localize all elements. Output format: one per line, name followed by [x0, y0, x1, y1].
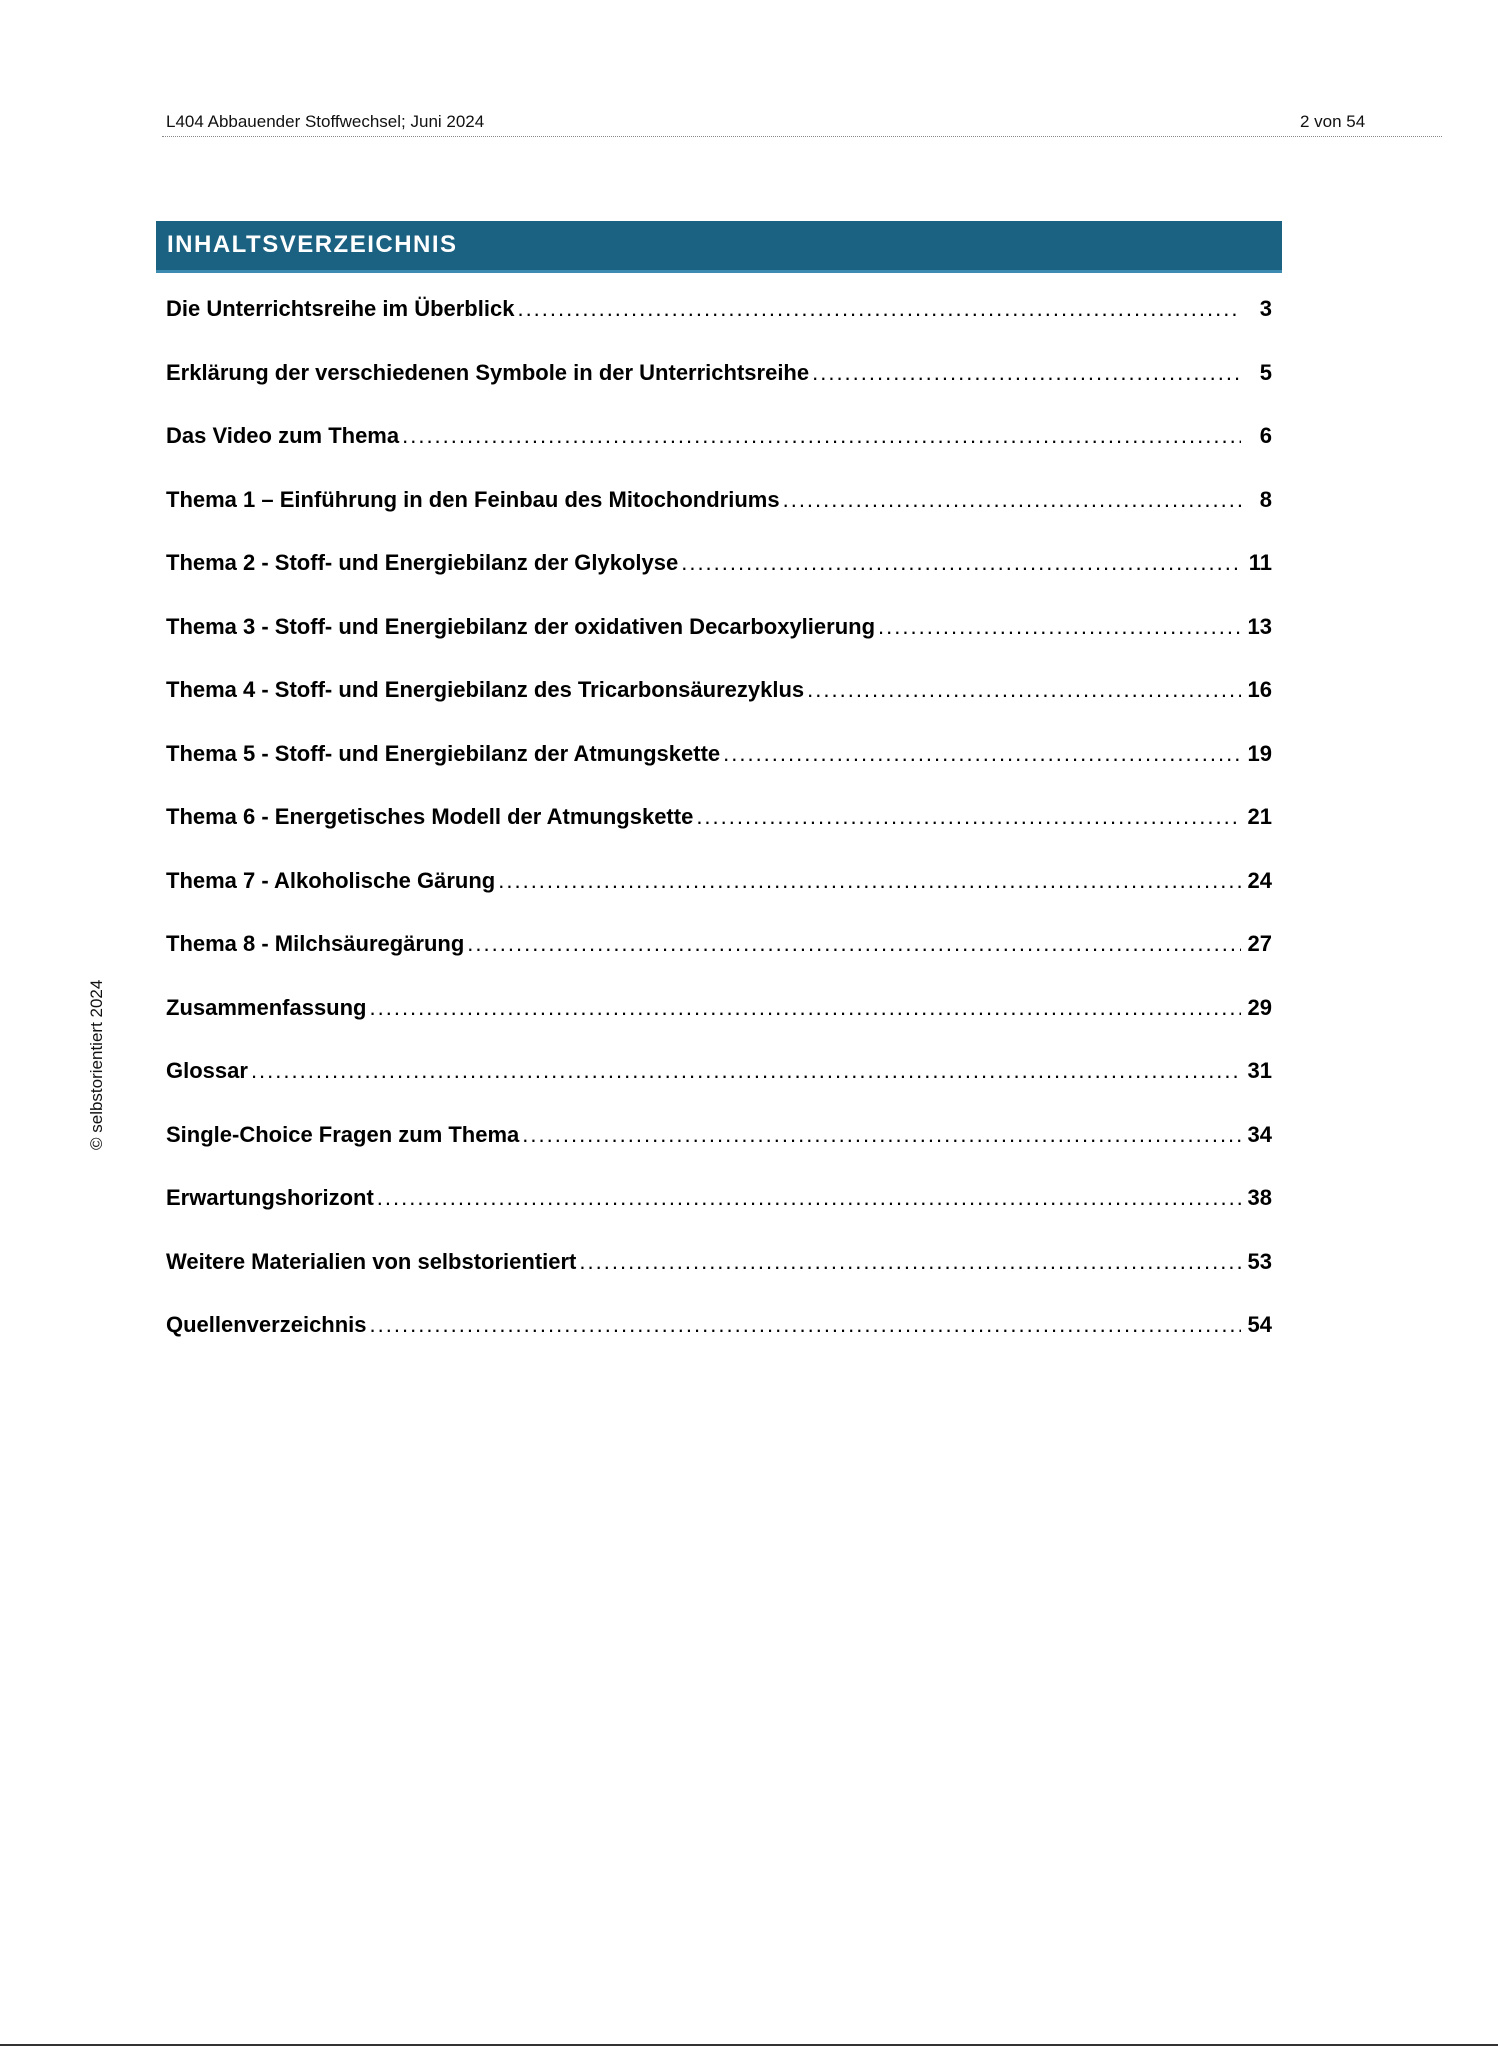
toc-entry-page: 24	[1247, 867, 1272, 893]
toc-entry-label: Thema 6 - Energetisches Modell der Atmungskette	[166, 804, 694, 829]
toc-entry[interactable]	[166, 296, 1272, 360]
toc-entry[interactable]	[166, 677, 1272, 741]
toc-entry-label: Thema 4 - Stoff- und Energiebilanz des Tricarbonsäurezyklus	[166, 677, 805, 702]
toc-entry-label: Das Video zum Thema	[166, 423, 400, 448]
dot-leader	[498, 868, 1241, 894]
dot-leader	[370, 1312, 1241, 1338]
dot-leader	[377, 1185, 1241, 1211]
dot-leader	[517, 296, 1241, 322]
toc-entry[interactable]	[166, 1185, 1272, 1249]
toc-entry-page: 38	[1247, 1185, 1272, 1210]
toc-entry[interactable]	[166, 931, 1272, 995]
toc-entry[interactable]	[166, 1122, 1272, 1186]
dot-leader	[467, 931, 1241, 957]
toc-entry-label: Weitere Materialien von selbstorientiert	[166, 1248, 577, 1274]
dot-leader	[812, 360, 1241, 386]
dot-leader	[696, 804, 1241, 830]
toc-entry-page: 29	[1247, 994, 1272, 1020]
toc-entry[interactable]	[166, 741, 1272, 805]
table-of-contents	[166, 296, 1272, 1376]
toc-entry[interactable]	[166, 1249, 1272, 1313]
toc-entry-label: Die Unterrichtsreihe im Überblick	[166, 296, 515, 321]
page-header	[162, 108, 1442, 137]
toc-entry[interactable]	[166, 550, 1272, 614]
dot-leader	[522, 1122, 1241, 1148]
toc-entry[interactable]	[166, 423, 1272, 487]
dot-leader	[251, 1058, 1241, 1084]
toc-entry-label: Erklärung der verschiedenen Symbole in der Unterrichtsreihe	[166, 359, 810, 385]
toc-entry-label: Erwartungshorizont	[166, 1185, 374, 1210]
toc-entry-label: Single-Choice Fragen zum Thema	[166, 1121, 520, 1147]
dot-leader	[807, 677, 1241, 703]
toc-entry-label: Thema 3 - Stoff- und Energiebilanz der oxidativen Decarboxylierung	[166, 613, 876, 639]
page-number: 2 von 54	[1300, 112, 1366, 131]
toc-entry-label: Thema 8 - Milchsäuregärung	[166, 931, 465, 956]
dot-leader	[723, 741, 1241, 767]
toc-heading-banner	[156, 221, 1282, 273]
toc-entry-page: 16	[1247, 677, 1272, 702]
document-title: L404 Abbauender Stoffwechsel; Juni 2024	[166, 112, 485, 131]
dot-leader	[681, 550, 1241, 576]
toc-entry-page: 34	[1247, 1121, 1272, 1147]
toc-entry-label: Thema 1 – Einführung in den Feinbau des Mitochondriums	[166, 486, 780, 512]
toc-entry-label: Glossar	[166, 1058, 248, 1083]
toc-entry-page: 6	[1259, 423, 1272, 448]
toc-entry-label: Quellenverzeichnis	[166, 1312, 367, 1337]
toc-entry[interactable]	[166, 1312, 1272, 1376]
toc-entry[interactable]	[166, 1058, 1272, 1122]
toc-entry-page: 27	[1247, 931, 1272, 956]
toc-entry-page: 21	[1247, 804, 1272, 829]
dot-leader	[878, 614, 1241, 640]
toc-entry-page: 11	[1248, 550, 1272, 575]
toc-entry-page: 53	[1247, 1248, 1272, 1274]
toc-entry-label: Thema 7 - Alkoholische Gärung	[166, 867, 496, 893]
toc-entry-label: Thema 2 - Stoff- und Energiebilanz der Glykolyse	[166, 550, 679, 575]
toc-entry[interactable]	[166, 868, 1272, 932]
toc-heading: INHALTSVERZEICHNIS	[167, 231, 458, 258]
dot-leader	[579, 1249, 1241, 1275]
toc-entry-page: 3	[1259, 296, 1272, 321]
toc-entry[interactable]	[166, 995, 1272, 1059]
toc-entry-page: 5	[1259, 359, 1272, 385]
toc-entry[interactable]	[166, 804, 1272, 868]
toc-entry[interactable]	[166, 614, 1272, 678]
toc-entry-page: 8	[1259, 486, 1272, 512]
dot-leader	[370, 995, 1242, 1021]
dot-leader	[783, 487, 1241, 513]
toc-entry-page: 13	[1247, 613, 1272, 639]
toc-entry[interactable]	[166, 487, 1272, 551]
toc-entry-label: Zusammenfassung	[166, 994, 367, 1020]
toc-entry-label: Thema 5 - Stoff- und Energiebilanz der Atmungskette	[166, 740, 721, 766]
toc-entry-page: 31	[1247, 1058, 1272, 1083]
toc-entry-page: 19	[1247, 740, 1272, 766]
copyright-notice: © selbstorientiert 2024	[87, 979, 106, 1150]
bottom-divider	[0, 2044, 1498, 2046]
dot-leader	[402, 423, 1241, 449]
toc-entry[interactable]	[166, 360, 1272, 424]
toc-entry-page: 54	[1247, 1312, 1272, 1337]
